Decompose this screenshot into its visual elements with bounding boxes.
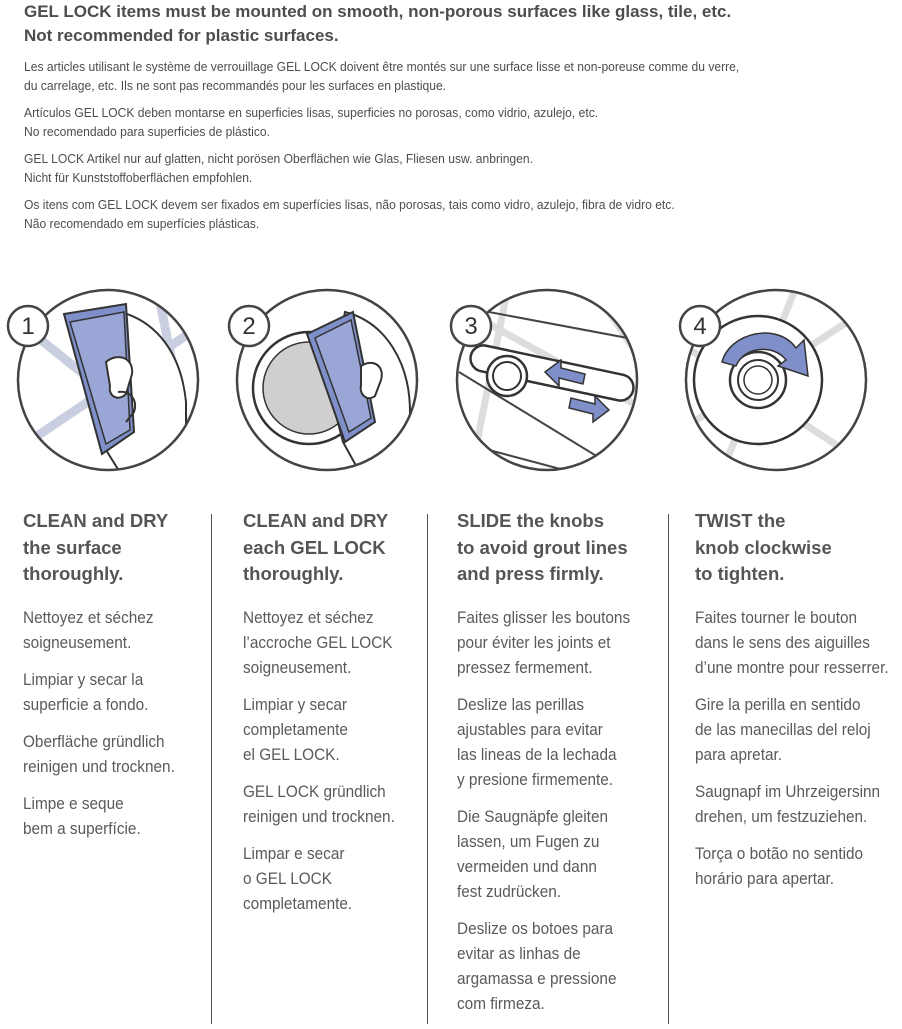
- column-divider: [668, 514, 669, 1024]
- step-3-portuguese: Deslize os botoes para evitar as linhas de argamassa e pressione com firmeza.: [457, 919, 617, 1013]
- step-2-portuguese: Limpar e secar o GEL LOCK completamente.: [243, 844, 353, 913]
- notice-french: Les articles utilisant le système de verrouillage GEL LOCK doivent être montés sur une surface lisse et non-poreuse comme du verre, du carrelage, etc. Ils ne sont pas recommandés pour les surfaces en plastique.: [24, 59, 740, 93]
- cloth-wiping-surface-icon: [6, 282, 202, 478]
- step-1-illustration: [6, 282, 202, 478]
- column-divider: [427, 514, 428, 1024]
- step-1-portuguese: Limpe e seque bem a superfície.: [23, 794, 141, 838]
- step-3-german: Die Saugnäpfe gleiten lassen, um Fugen zu vermeiden und dann fest zudrücken.: [457, 807, 609, 901]
- step-1-german: Oberfläche gründlich reinigen und trocknen.: [23, 732, 175, 776]
- step-2-french: Nettoyez et séchez l’accroche GEL LOCK soigneusement.: [243, 608, 393, 677]
- step-2-spanish: Limpiar y secar completamente el GEL LOCK.: [243, 695, 348, 764]
- step-3-french: Faites glisser les boutons pour éviter les joints et pressez fermement.: [457, 608, 631, 677]
- column-divider: [211, 514, 212, 1024]
- notice-english: GEL LOCK items must be mounted on smooth, non-porous surfaces like glass, tile, etc. Not recommended for plastic surfaces.: [24, 2, 732, 45]
- step-1-french: Nettoyez et séchez soigneusement.: [23, 608, 154, 652]
- cloth-wiping-gel-lock-icon: [225, 282, 421, 478]
- mounting-notice: [24, 0, 884, 241]
- twist-knob-clockwise-icon: [678, 282, 874, 478]
- step-4-illustration: [678, 282, 874, 478]
- notice-spanish: Artículos GEL LOCK deben montarse en superficies lisas, superficies no porosas, como vidrio, azulejo, etc. No recomendado para superficies de plástico.: [24, 105, 599, 139]
- step-2-instructions: [243, 508, 406, 929]
- step-3-illustration: [449, 282, 645, 478]
- notice-portuguese: Os itens com GEL LOCK devem ser fixados em superfícies lisas, não porosas, tais como vidro, azulejo, fibra de vidro etc. Não recomendado em superfícies plásticas.: [24, 197, 675, 231]
- step-2-german: GEL LOCK gründlich reinigen und trocknen.: [243, 782, 395, 826]
- step-2-heading: CLEAN and DRY each GEL LOCK thoroughly.: [243, 510, 389, 584]
- step-3-heading: SLIDE the knobs to avoid grout lines and press firmly.: [457, 510, 628, 584]
- step-4-portuguese: Torça o botão no sentido horário para apertar.: [695, 844, 864, 888]
- step-number: 4: [693, 313, 707, 340]
- step-4-french: Faites tourner le bouton dans le sens des aiguilles d’une montre pour resserrer.: [695, 608, 889, 677]
- step-number: 1: [21, 313, 35, 340]
- step-3-instructions: [457, 508, 643, 1029]
- notice-german: GEL LOCK Artikel nur auf glatten, nicht porösen Oberflächen wie Glas, Fliesen usw. anbringen. Nicht für Kunststoffoberflächen empfohlen.: [24, 151, 533, 185]
- step-3-spanish: Deslize las perillas ajustables para evitar las lineas de la lechada y presione firmemente.: [457, 695, 617, 789]
- slide-knob-arrows-icon: [449, 282, 645, 478]
- step-4-spanish: Gire la perilla en sentido de las manecillas del reloj para apretar.: [695, 695, 871, 764]
- step-number: 2: [242, 313, 256, 340]
- step-1-heading: CLEAN and DRY the surface thoroughly.: [23, 510, 169, 584]
- step-2-illustration: [225, 282, 421, 478]
- step-number: 3: [464, 313, 478, 340]
- step-4-instructions: [695, 508, 902, 904]
- step-4-heading: TWIST the knob clockwise to tighten.: [695, 510, 832, 584]
- step-4-german: Saugnapf im Uhrzeigersinn drehen, um festzuziehen.: [695, 782, 881, 826]
- step-1-instructions: [23, 508, 186, 854]
- step-1-spanish: Limpiar y secar la superficie a fondo.: [23, 670, 149, 714]
